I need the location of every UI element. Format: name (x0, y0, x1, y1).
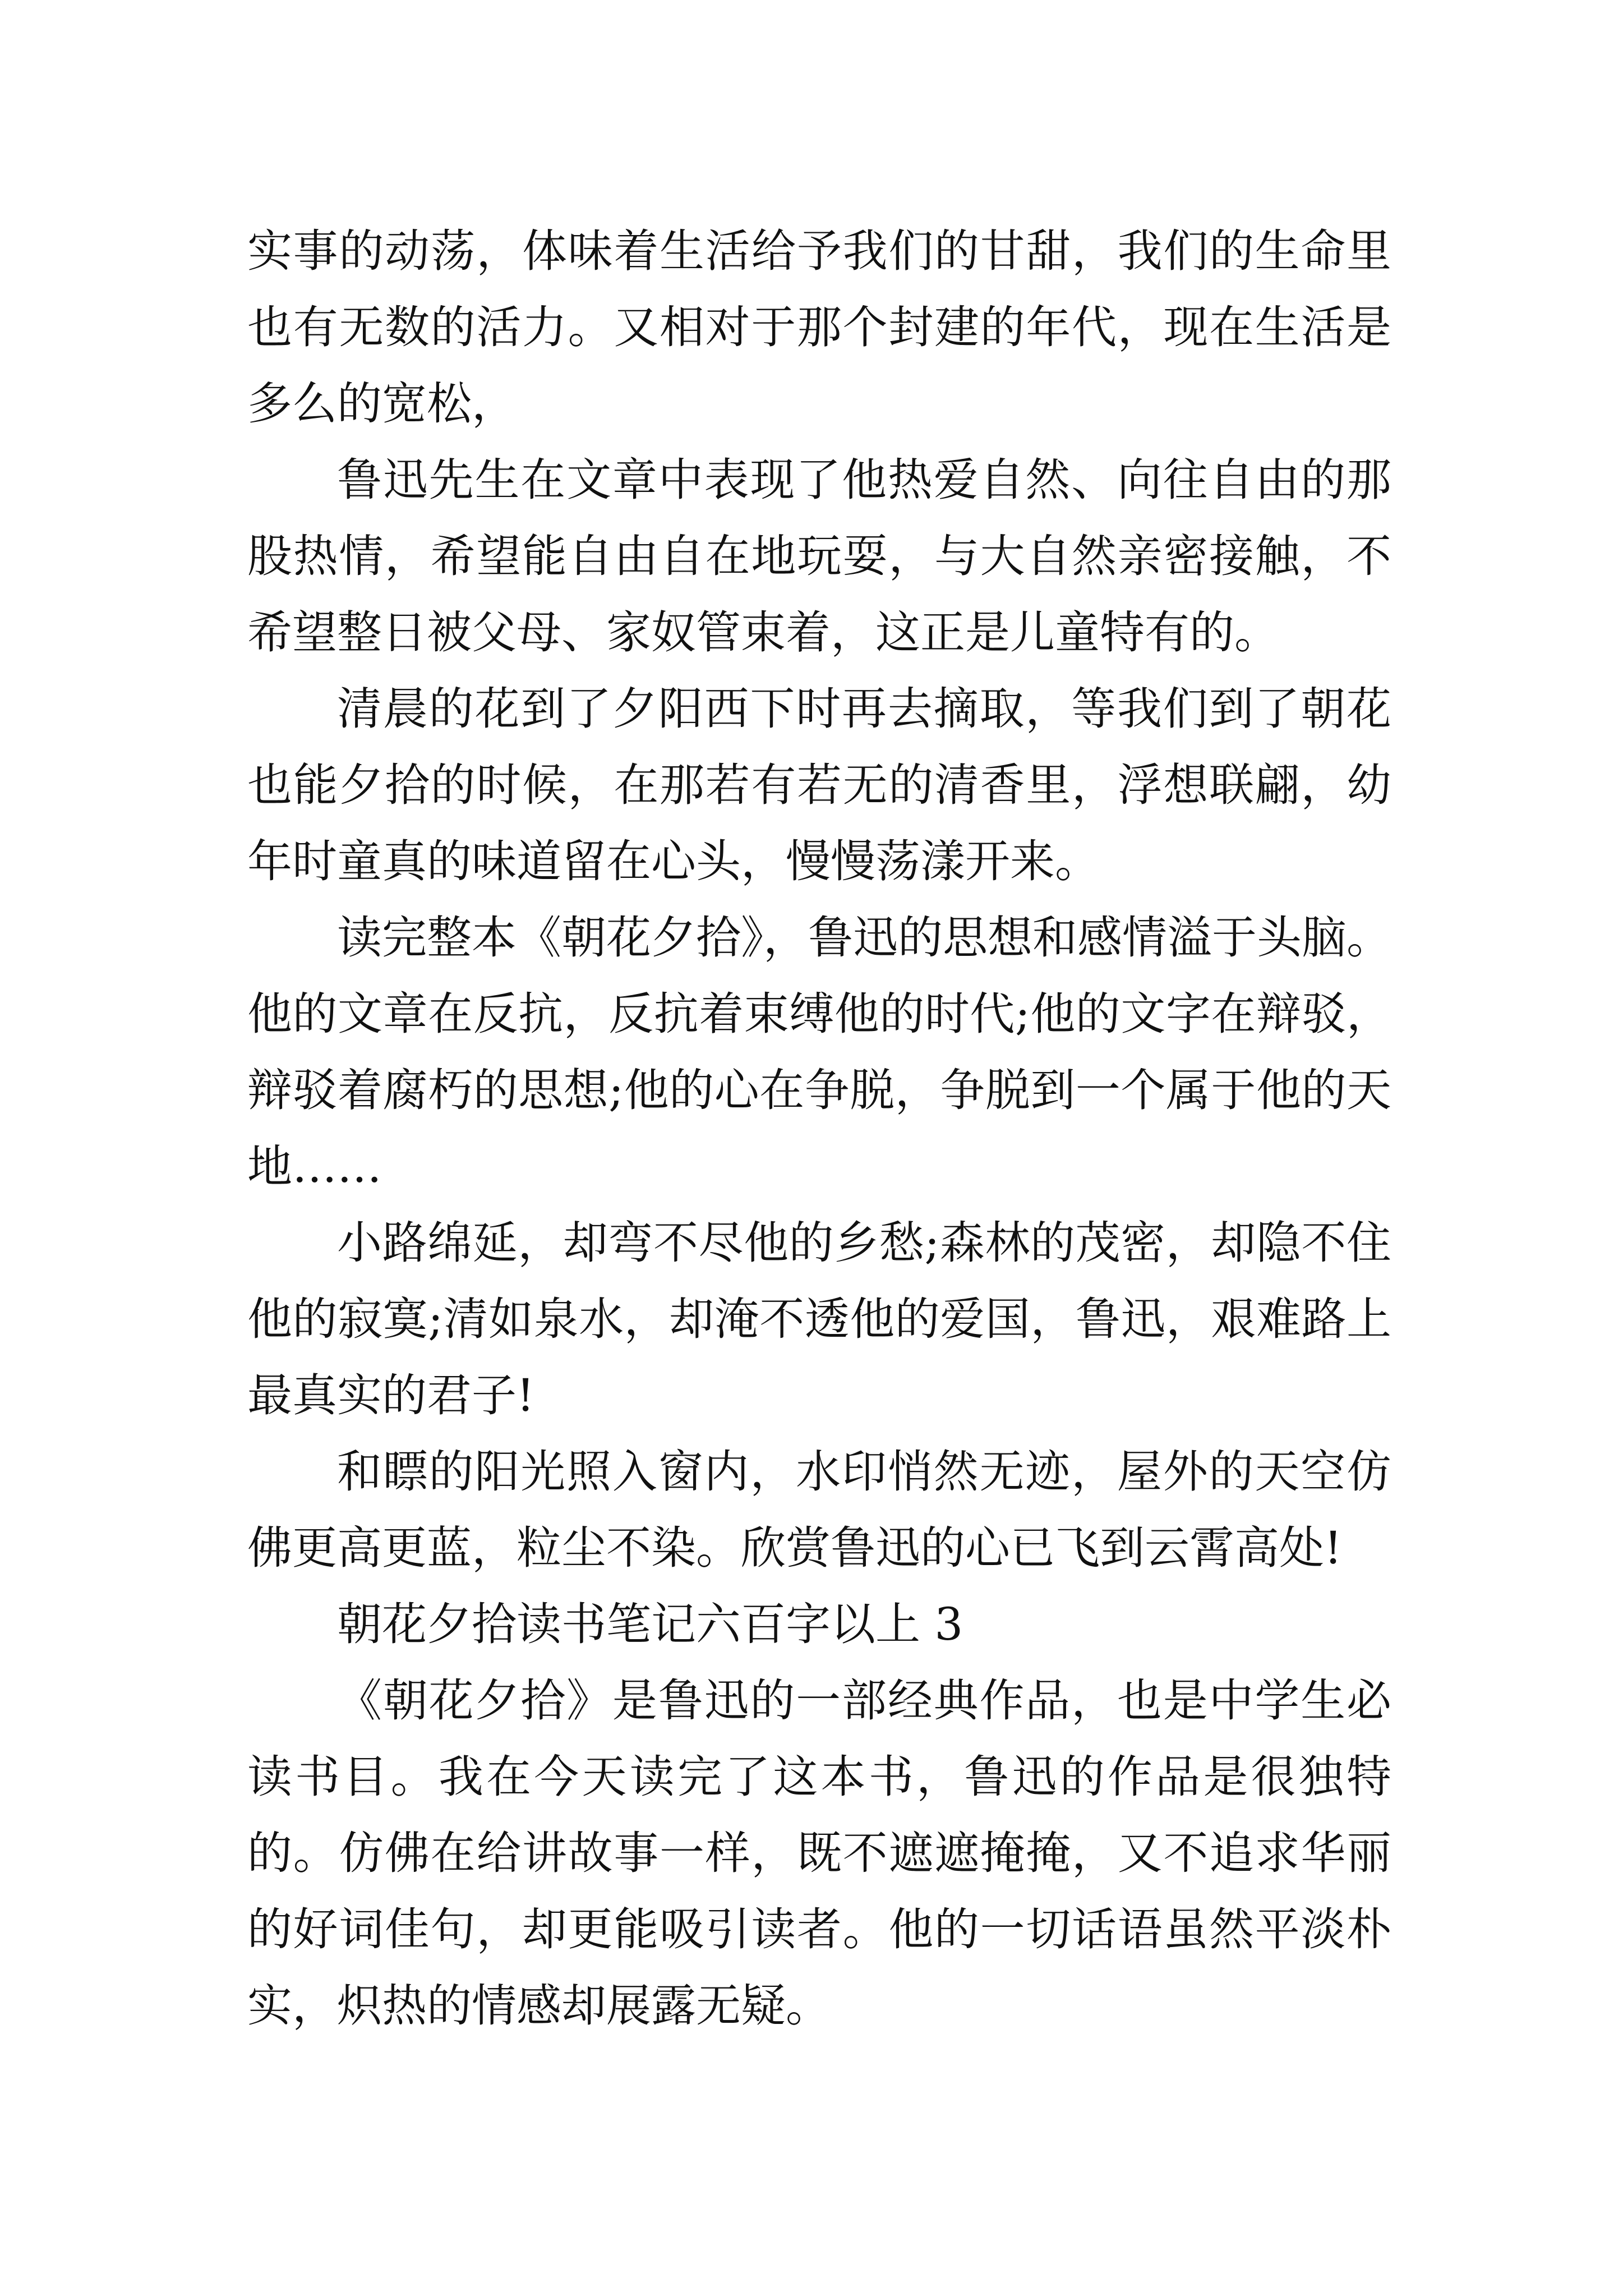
paragraph: 小路绵延，却弯不尽他的乡愁;森林的茂密，却隐不住他的寂寞;清如泉水，却淹不透他的爱国，鲁迅，艰难路上最真实的君子! (247, 1217, 1391, 1421)
paragraph: 读完整本《朝花夕拾》，鲁迅的思想和感情溢于头脑。他的文章在反抗，反抗着束缚他的时代;他的文字在辩驳，辩驳着腐朽的思想;他的心在争脱，争脱到一个属于他的天地…… (247, 912, 1391, 1193)
paragraph: 鲁迅先生在文章中表现了他热爱自然、向往自由的那股热情，希望能自由自在地玩耍，与大自然亲密接触，不希望整日被父母、家奴管束着，这正是儿童特有的。 (247, 454, 1391, 659)
paragraph: 《朝花夕拾》是鲁迅的一部经典作品，也是中学生必读书目。我在今天读完了这本书，鲁迅的作品是很独特的。仿佛在给讲故事一样，既不遮遮掩掩，又不追求华丽的好词佳句，却更能吸引读者。他的一切话语虽然平淡朴实，炽热的情感却展露无疑。 (247, 1674, 1391, 2032)
paragraph: 清晨的花到了夕阳西下时再去摘取，等我们到了朝花也能夕拾的时候，在那若有若无的清香里，浮想联翩，幼年时童真的味道留在心头，慢慢荡漾开来。 (247, 683, 1391, 887)
section-heading: 朝花夕拾读书笔记六百字以上 3 (337, 1598, 963, 1650)
paragraph: 和瞟的阳光照入窗内，水印悄然无迹，屋外的天空仿佛更高更蓝，粒尘不染。欣赏鲁迅的心已飞到云霄高处! (247, 1446, 1391, 1574)
document-body (247, 213, 1391, 2044)
paragraph-continuation: 实事的动荡，体味着生活给予我们的甘甜，我们的生命里也有无数的活力。又相对于那个封建的年代，现在生活是多么的宽松， (247, 225, 1391, 430)
